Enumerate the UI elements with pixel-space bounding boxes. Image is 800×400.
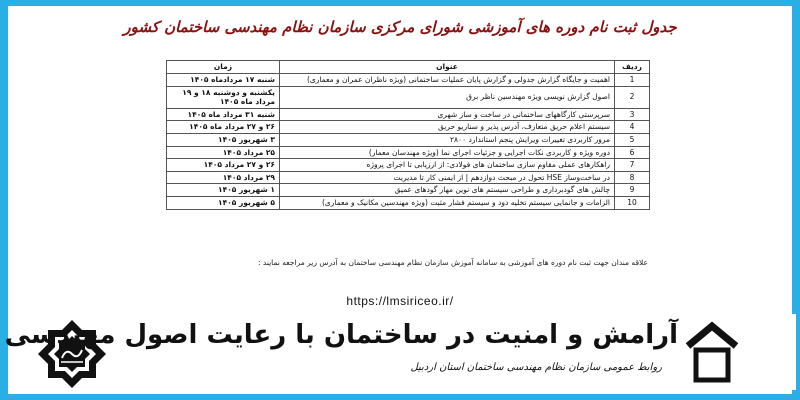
public-relations-text: روابط عمومی سازمان نظام مهندسی ساختمان استان اردبیل <box>410 362 662 373</box>
table-row <box>167 108 650 121</box>
row-number-cell: 10 <box>615 196 650 209</box>
table-row <box>167 184 650 197</box>
row-number-cell: 5 <box>615 133 650 146</box>
slogan-banner <box>4 314 796 390</box>
time-cell: شنبه ۱۷ مردادماه ۱۴۰۵ <box>167 74 280 87</box>
time-cell: شنبه ۳۱ مرداد ماه ۱۴۰۵ <box>167 108 280 121</box>
table-row <box>167 74 650 87</box>
topic-cell: راهکارهای عملی مقاوم سازی ساختمان های فولادی: از ارزیابی تا اجرای پروژه <box>280 159 615 172</box>
table-row <box>167 171 650 184</box>
topic-cell: چالش های گودبرداری و طراحی سیستم های نوین مهار گودهای عمیق <box>280 184 615 197</box>
registration-note: علاقه مندان جهت ثبت نام دوره های آموزشی به سامانه آموزش سازمان نظام مهندسی ساختمان به آدرس زیر مراجعه نمایند : <box>257 258 648 267</box>
topic-cell: اصول گزارش نویسی ویژه مهندسین ناظر برق <box>280 86 615 108</box>
row-number-cell: 4 <box>615 121 650 134</box>
table-header-row <box>167 61 650 74</box>
row-number-cell: 9 <box>615 184 650 197</box>
table-row <box>167 146 650 159</box>
table-body <box>167 74 650 210</box>
page-title: جدول ثبت نام دوره های آموزشی شورای مرکزی سازمان نظام مهندسی ساختمان کشور <box>123 18 677 36</box>
header-topic: عنوان <box>280 61 615 74</box>
lms-link[interactable]: https://lmsiriceo.ir/ <box>346 294 454 308</box>
topic-cell: سیستم اعلام حریق متعارف، آدرس پذیر و سناریو حریق <box>280 121 615 134</box>
time-cell: ۲۹ مرداد ۱۴۰۵ <box>167 171 280 184</box>
content-frame <box>4 6 792 394</box>
topic-cell: در ساخت‌وساز HSE تحول در مبحث دوازدهم | از ایمنی کار تا مدیریت <box>280 171 615 184</box>
row-number-cell: 8 <box>615 171 650 184</box>
row-number-cell: 3 <box>615 108 650 121</box>
row-number-cell: 1 <box>615 74 650 87</box>
topic-cell: دوره ویژه و کاربردی نکات اجرایی و جزئیات اجرای نما (ویژه مهندسان معمار) <box>280 146 615 159</box>
time-cell: یکشنبه و دوشنبه ۱۸ و ۱۹ مرداد ماه ۱۴۰۵ <box>167 86 280 108</box>
topic-cell: الزامات و جانمایی سیستم تخلیه دود و سیستم فشار مثبت (ویژه مهندسین مکانیک و معماری) <box>280 196 615 209</box>
topic-cell: اهمیت و جایگاه گزارش جدولی و گزارش پایان عملیات ساختمانی (ویژه ناظران عمران و معماری) <box>280 74 615 87</box>
row-number-cell: 7 <box>615 159 650 172</box>
topic-cell: مرور کاربردی تغییرات ویرایش پنجم استاندارد ۲۸۰۰ <box>280 133 615 146</box>
time-cell: ۱ شهریور ۱۴۰۵ <box>167 184 280 197</box>
schedule-table <box>166 60 650 210</box>
table-row <box>167 159 650 172</box>
time-cell: ۲۶ و ۲۷ مرداد ماه ۱۴۰۵ <box>167 121 280 134</box>
row-number-cell: 2 <box>615 86 650 108</box>
topic-cell: سرپرستی کارگاههای ساختمانی در ساخت و ساز شهری <box>280 108 615 121</box>
row-number-cell: 6 <box>615 146 650 159</box>
house-roof-icon <box>684 320 740 384</box>
table-row <box>167 121 650 134</box>
table-row <box>167 196 650 209</box>
time-cell: ۳ شهریور ۱۴۰۵ <box>167 133 280 146</box>
table-row <box>167 133 650 146</box>
table-row <box>167 86 650 108</box>
time-cell: ۲۵ مرداد ۱۴۰۵ <box>167 146 280 159</box>
header-row-number: ردیف <box>615 61 650 74</box>
time-cell: ۵ شهریور ۱۴۰۵ <box>167 196 280 209</box>
slogan-text: آرامش و امنیت در ساختمان با رعایت اصول مهندسی <box>4 320 678 350</box>
time-cell: ۲۶ و ۲۷ مرداد ۱۴۰۵ <box>167 159 280 172</box>
header-time: زمان <box>167 61 280 74</box>
